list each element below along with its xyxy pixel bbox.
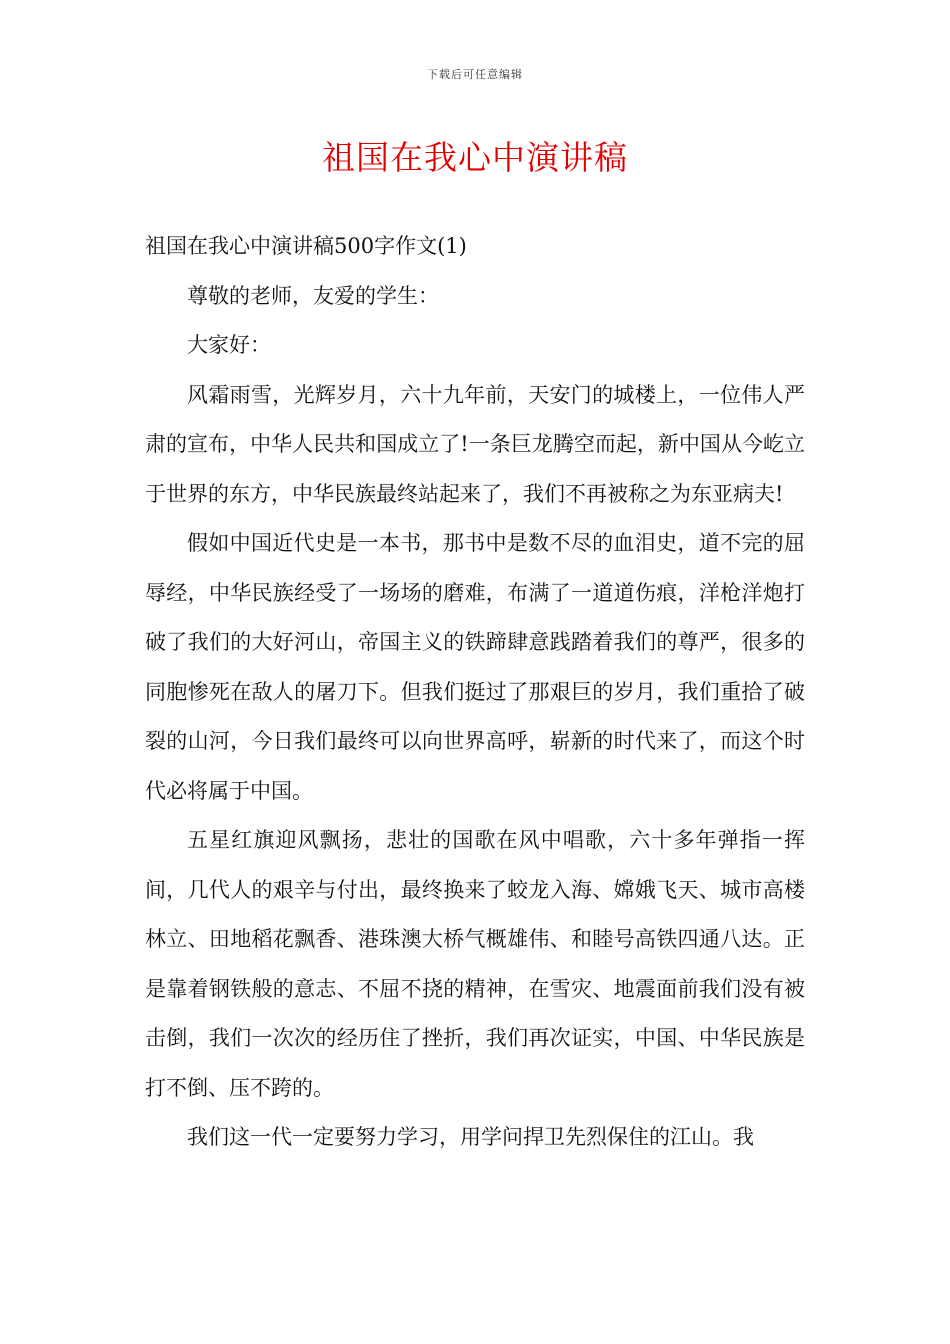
document-subtitle: 祖国在我心中演讲稿500字作文(1) <box>145 234 467 258</box>
document-body <box>145 222 805 1163</box>
document-title: 祖国在我心中演讲稿 <box>322 138 628 177</box>
paragraph-achievements: 五星红旗迎风飘扬，悲壮的国歌在风中唱歌，六十多年弹指一挥间，几代人的艰辛与付出，最终换来了蛟龙入海、嫦娥飞天、城市高楼林立、田地稻花飘香、港珠澳大桥气概雄伟、和睦号高铁四通八达。正是靠着钢铁般的意志、不屈不挠的精神，在雪灾、地震面前我们没有被击倒，我们一次次的经历住了挫折，我们再次证实，中国、中华民族是打不倒、压不跨的。 <box>145 828 805 1100</box>
paragraph-history: 假如中国近代史是一本书，那书中是数不尽的血泪史，道不完的屈辱经，中华民族经受了一场场的磨难，布满了一道道伤痕，洋枪洋炮打破了我们的大好河山，帝国主义的铁蹄肆意践踏着我们的尊严，很多的同胞惨死在敌人的屠刀下。但我们挺过了那艰巨的岁月，我们重拾了破裂的山河，今日我们最终可以向世界高呼，崭新的时代来了，而这个时代必将属于中国。 <box>145 531 805 803</box>
paragraph-hello: 大家好： <box>187 333 271 357</box>
header-note: 下载后可任意编辑 <box>427 68 523 81</box>
paragraph-generation: 我们这一代一定要努力学习，用学问捍卫先烈保住的江山。我 <box>187 1125 754 1149</box>
paragraph-greeting: 尊敬的老师，友爱的学生： <box>187 283 439 308</box>
paragraph-founding: 风霜雨雪，光辉岁月，六十九年前，天安门的城楼上，一位伟人严肃的宣布，中华人民共和国成立了!一条巨龙腾空而起，新中国从今屹立于世界的东方，中华民族最终站起来了，我们不再被称之为东亚病夫! <box>145 382 805 506</box>
